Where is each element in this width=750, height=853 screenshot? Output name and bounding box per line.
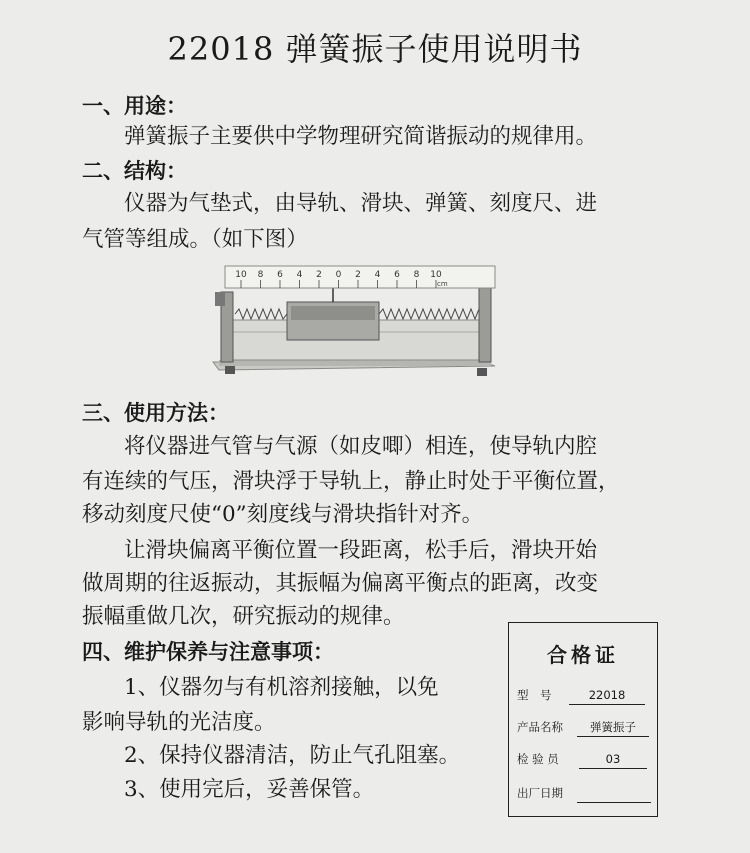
maintenance-line-2: 影响导轨的光洁度。 (82, 710, 276, 735)
maintenance-line-3: 2、保持仪器清洁，防止气孔阻塞。 (124, 743, 461, 768)
cert-label-model: 型 号 (517, 688, 552, 702)
spring-oscillator-figure (205, 262, 505, 380)
scale-tick-label: 4 (296, 270, 303, 280)
usage-line-3: 移动刻度尺使“0”刻度线与滑块指针对齐。 (82, 502, 484, 527)
usage-line-5: 做周期的往返振动，其振幅为偏离平衡点的距离，改变 (82, 571, 599, 596)
structure-line-1: 仪器为气垫式，由导轨、滑块、弹簧、刻度尺、进 (124, 191, 598, 216)
cert-row-inspector (517, 749, 653, 769)
foot-left (225, 366, 235, 374)
maintenance-line-1: 1、仪器勿与有机溶剂接触，以免 (124, 675, 439, 700)
scale-tick-label: 10 (235, 270, 247, 280)
maintenance-line-4: 3、使用完后，妥善保管。 (124, 777, 375, 802)
usage-line-2: 有连续的气压，滑块浮于导轨上，静止时处于平衡位置， (82, 469, 620, 494)
scale-tick-label: 8 (413, 270, 420, 280)
foot-right (477, 368, 487, 376)
scale-tick-label: 0 (335, 270, 342, 280)
cert-row-model (517, 685, 653, 705)
cert-label-inspector: 检 验 员 (517, 752, 559, 766)
certificate-title: 合格证 (547, 643, 619, 667)
cert-label-product-name: 产品名称 (517, 720, 563, 734)
cert-value-inspector: 03 (579, 750, 647, 769)
scale-tick-label: 10 (430, 270, 442, 280)
scale-tick-label: 8 (257, 270, 264, 280)
scale-unit-label: cm (437, 280, 448, 288)
scale-tick-label: 2 (316, 270, 322, 280)
cert-row-date (517, 783, 653, 803)
cert-value-model: 22018 (569, 686, 645, 705)
cert-value-product-name: 弹簧振子 (577, 718, 649, 737)
scale-tick-label: 4 (374, 270, 381, 280)
usage-line-6: 振幅重做几次，研究振动的规律。 (82, 604, 405, 629)
section-heading-usage: 三、使用方法： (82, 401, 229, 425)
section-heading-maintenance: 四、维护保养与注意事项： (82, 640, 334, 664)
cert-label-date: 出厂日期 (517, 786, 563, 800)
scale-tick-label: 6 (277, 270, 283, 280)
end-post-right (479, 282, 491, 362)
structure-line-2: 气管等组成。（如下图） (82, 227, 308, 252)
cert-value-date (577, 784, 651, 803)
purpose-line-1: 弹簧振子主要供中学物理研究简谐振动的规律用。 (124, 124, 598, 149)
usage-line-1: 将仪器进气管与气源（如皮唧）相连，使导轨内腔 (124, 434, 598, 459)
section-heading-structure: 二、结构： (82, 159, 187, 183)
document-title: 22018 弹簧振子使用说明书 (167, 30, 583, 68)
scale-tick-label: 6 (394, 270, 400, 280)
scale-tick-label: 2 (355, 270, 361, 280)
certificate-box (508, 622, 658, 817)
usage-line-4: 让滑块偏离平衡位置一段距离，松手后，滑块开始 (124, 538, 598, 563)
section-heading-purpose: 一、用途： (82, 94, 187, 118)
cert-row-product-name (517, 717, 653, 737)
